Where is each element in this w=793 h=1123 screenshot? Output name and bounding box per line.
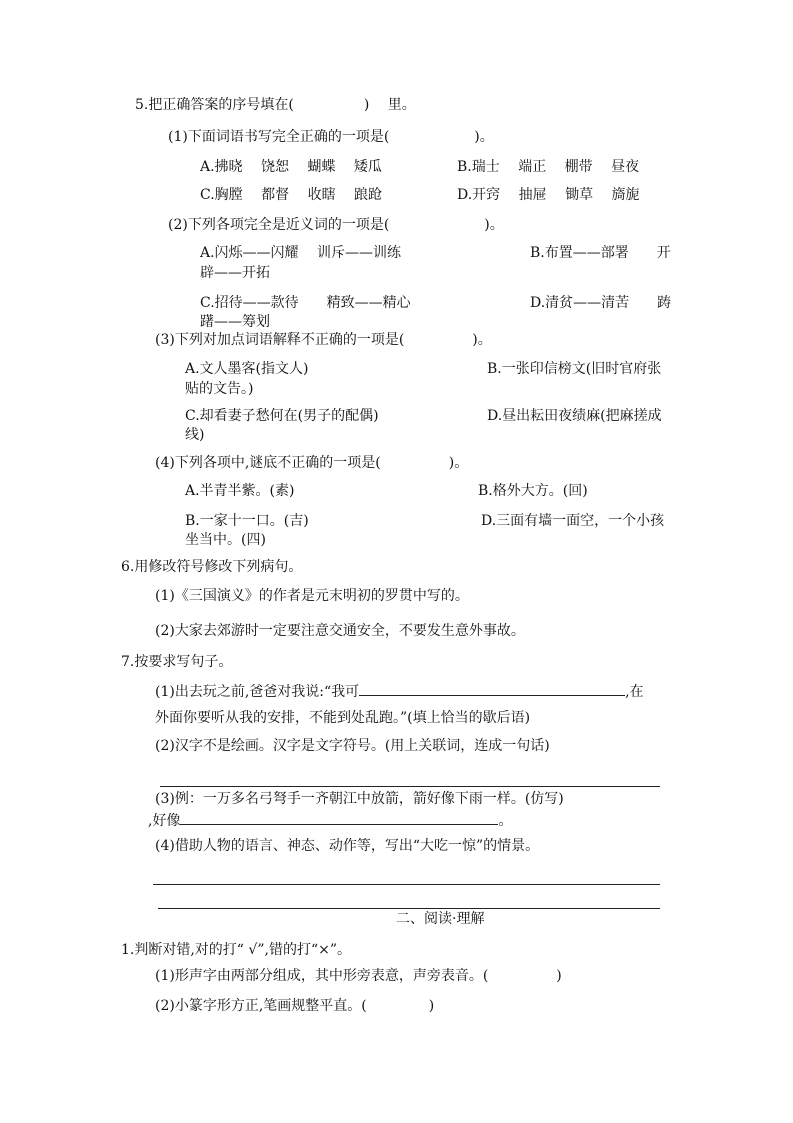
q5-1-stem-tail: )。: [474, 129, 494, 145]
q5-3-option-c: C.却看妻子愁何在(男子的配偶): [185, 408, 379, 424]
q5-1-option-c: C.胸膛 都督 收瞎 踉跄: [200, 187, 383, 203]
q5-3-option-b-cont: 贴的文告。): [185, 381, 254, 397]
q5-4-stem: [155, 454, 468, 472]
section-2-title: 二、阅读·理解: [396, 911, 485, 927]
q6-heading: 6.用修改符号修改下列病句。: [121, 559, 303, 575]
q5-2-stem-tail: )。: [484, 217, 504, 233]
q5-3-stem: [155, 331, 492, 349]
q5-1-option-b: B.瑞士 端正 棚带 昼夜: [457, 159, 640, 175]
q7-2-text: (2)汉字不是绘画。汉字是文字符号。(用上关联词，连成一句话): [155, 738, 550, 754]
r1-1-text: (1)形声字由两部分组成，其中形旁表意，声旁表音。(: [155, 968, 489, 984]
q7-1-text: (1)出去玩之前,爸爸对我说:“我可: [155, 684, 360, 700]
q7-4-answer-line-2[interactable]: [158, 908, 660, 909]
r1-1-line: [155, 967, 562, 985]
q5-2-stem-text: (2)下列各项完全是近义词的一项是(: [168, 217, 390, 233]
r1-2-line: [155, 997, 434, 1015]
q5-1-option-d: D.开窍 抽屉 锄草 旖旎: [457, 187, 640, 203]
q7-4-text: (4)借助人物的语言、神态、动作等，写出“大吃一惊”的情景。: [155, 838, 540, 854]
q5-3-stem-tail: )。: [472, 332, 492, 348]
q7-heading: 7.按要求写句子。: [121, 654, 233, 670]
q5-2-option-b: B.布置——部署 开: [530, 245, 671, 261]
q7-3-prefix: ,好像: [148, 813, 181, 829]
r1-2-tail: ): [428, 998, 435, 1014]
r1-1-tail: ): [556, 968, 562, 984]
r1-2-text: (2)小篆字形方正,笔画规整平直。(: [155, 998, 367, 1014]
q5-4-option-b: B.格外大方。(回): [478, 483, 588, 499]
q7-4-answer-line-1[interactable]: [153, 884, 660, 885]
r1-heading: 1.判断对错,对的打“ √”,错的打“×”。: [121, 942, 351, 958]
q7-2-answer-line[interactable]: [160, 786, 660, 787]
q5-2-option-c: C.招待——款待 精致——精心: [200, 295, 411, 311]
q5-4-stem-text: (4)下列各项中,谜底不正确的一项是(: [155, 455, 381, 471]
q5-2-option-d-cont: 躇——筹划: [200, 314, 270, 330]
q5-2-option-b-cont: 辟——开拓: [200, 265, 270, 281]
q5-4-stem-tail: )。: [448, 455, 469, 471]
q7-1-tail: ,在: [625, 684, 644, 700]
q5-1-stem-text: (1)下面词语书写完全正确的一项是(: [168, 129, 390, 145]
q7-3-answer-blank[interactable]: [180, 810, 498, 825]
q5-2-option-a: A.闪烁——闪耀 训斥——训练: [200, 245, 402, 261]
q5-3-option-d: D.昼出耘田夜绩麻(把麻搓成: [487, 408, 662, 424]
q5-heading: [135, 96, 416, 114]
q5-4-option-a: A.半青半紫。(素): [185, 483, 295, 499]
q6-sentence-1: (1)《三国演义》的作者是元末明初的罗贯中写的。: [155, 588, 469, 604]
q5-3-stem-text: (3)下列对加点词语解释不正确的一项是(: [155, 332, 405, 348]
q5-3-option-a: A.文人墨客(指文人): [185, 361, 309, 377]
q7-3-text: (3)例：一万多名弓弩手一齐朝江中放箭，箭好像下雨一样。(仿写): [155, 791, 564, 807]
q5-2-option-d: D.清贫——清苦 踌: [530, 295, 672, 311]
q5-2-stem: [168, 216, 504, 234]
q5-4-option-c: B.一家十一口。(吉): [185, 513, 309, 529]
q5-1-option-a: A.拂晓 饶恕 蝴蝶 矮瓜: [200, 159, 382, 175]
q5-1-stem: [168, 128, 494, 146]
q7-1-cont: 外面你要听从我的安排，不能到处乱跑。”(填上恰当的歇后语): [155, 710, 531, 726]
q5-heading-tail: ) 里。: [363, 97, 416, 113]
q7-3-line: [148, 810, 512, 830]
q5-4-option-d: D.三面有墙一面空，一个小孩: [481, 513, 665, 529]
q5-4-option-d-cont: 坐当中。(四): [185, 532, 266, 548]
q5-heading-text: 5.把正确答案的序号填在(: [135, 97, 294, 113]
q7-1-line: [155, 681, 644, 701]
q6-sentence-2: (2)大家去郊游时一定要注意交通安全，不要发生意外事故。: [155, 623, 525, 639]
q5-3-option-b: B.一张印信榜文(旧时官府张: [487, 361, 662, 377]
q7-1-answer-blank[interactable]: [359, 681, 625, 696]
q5-3-option-d-cont: 线): [185, 427, 205, 443]
q7-3-tail: 。: [498, 813, 513, 829]
